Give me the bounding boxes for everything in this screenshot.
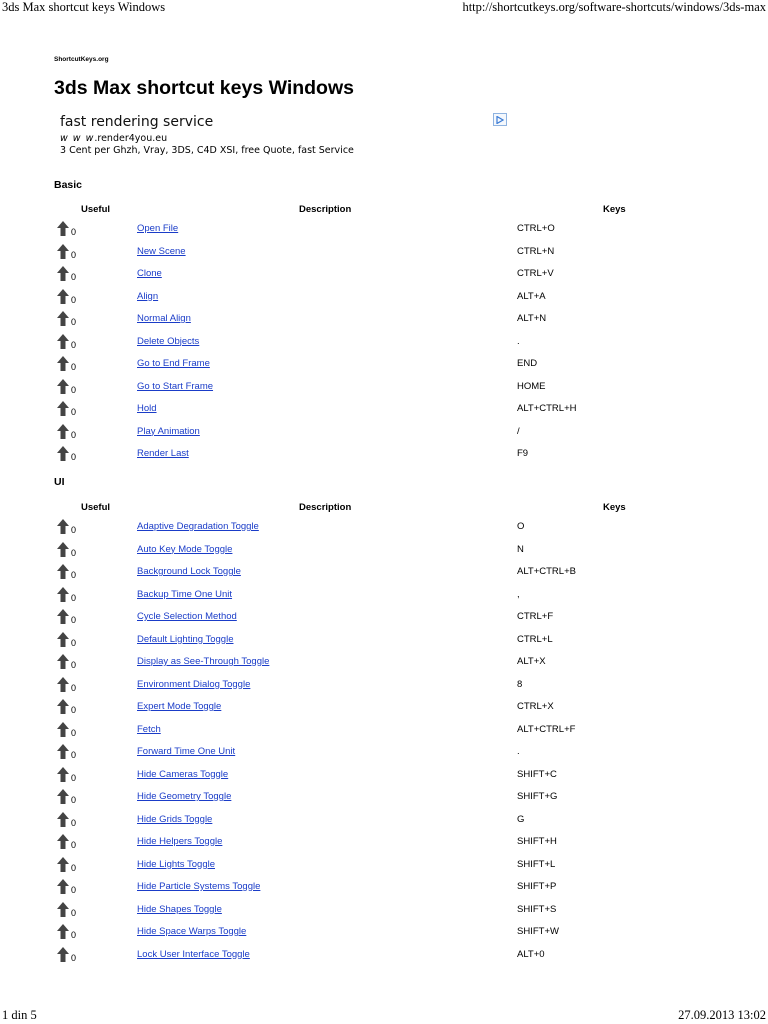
shortcut-keys: CTRL+V xyxy=(517,268,554,279)
table-row xyxy=(0,834,768,856)
page-number: 1 din 5 xyxy=(2,1008,37,1022)
col-header-description: Description xyxy=(299,502,352,513)
useful-count: 0 xyxy=(71,525,77,535)
shortcut-keys: G xyxy=(517,813,525,825)
shortcut-description-link[interactable]: Hide Helpers Toggle xyxy=(137,836,223,847)
useful-count: 0 xyxy=(71,885,77,895)
upvote-arrow-icon[interactable] xyxy=(57,902,69,917)
table-row xyxy=(0,879,768,901)
shortcut-description-link[interactable]: Hold xyxy=(137,403,157,414)
upvote-arrow-icon[interactable] xyxy=(57,564,69,579)
upvote-arrow-icon[interactable] xyxy=(57,519,69,534)
shortcut-keys: SHIFT+P xyxy=(517,881,557,892)
table-row xyxy=(0,699,768,721)
shortcut-keys: ALT+CTRL+B xyxy=(517,566,576,577)
useful-count: 0 xyxy=(71,592,77,603)
useful-count: 0 xyxy=(71,930,77,940)
upvote-arrow-icon[interactable] xyxy=(57,699,69,714)
shortcut-keys: CTRL+F xyxy=(517,611,554,622)
shortcut-description-link[interactable]: Backup Time One Unit xyxy=(137,588,233,600)
adchoices-icon[interactable] xyxy=(493,113,507,126)
shortcut-description-link[interactable]: Go to End Frame xyxy=(137,358,210,369)
upvote-arrow-icon[interactable] xyxy=(57,587,69,602)
useful-count: 0 xyxy=(71,294,77,305)
table-row xyxy=(0,924,768,946)
shortcut-keys: ALT+CTRL+H xyxy=(517,403,577,414)
shortcut-description-link[interactable]: Fetch xyxy=(137,723,161,735)
shortcut-description-link[interactable]: Display as See-Through Toggle xyxy=(137,656,270,667)
print-header-url: http://shortcutkeys.org/software-shortcuts/windows/3ds-max xyxy=(462,0,766,14)
site-brand[interactable]: ShortcutKeys.org xyxy=(54,56,109,63)
table-row xyxy=(0,564,768,586)
ad-description: 3 Cent per Ghzh, Vray, 3DS, C4D XSI, free Quote, fast Service xyxy=(60,145,354,156)
table-row xyxy=(0,356,768,378)
shortcut-description-link[interactable]: Default Lighting Toggle xyxy=(137,633,234,645)
col-header-useful: Useful xyxy=(81,502,111,513)
upvote-arrow-icon[interactable] xyxy=(57,677,69,692)
shortcut-keys: ALT+N xyxy=(517,313,547,324)
shortcut-keys: ALT+0 xyxy=(517,948,545,960)
table-row xyxy=(0,446,768,468)
upvote-arrow-icon[interactable] xyxy=(57,424,69,439)
shortcut-keys: . xyxy=(517,746,520,757)
table-row xyxy=(0,587,768,609)
shortcut-description-link[interactable]: Hide Cameras Toggle xyxy=(137,768,229,780)
table-row xyxy=(0,334,768,356)
upvote-arrow-icon[interactable] xyxy=(57,542,69,557)
ad-banner[interactable] xyxy=(60,114,510,160)
useful-count: 0 xyxy=(71,339,77,350)
shortcut-keys: SHIFT+C xyxy=(517,768,557,780)
ad-url-domain: .render4you.eu xyxy=(94,133,168,144)
shortcut-keys: SHIFT+H xyxy=(517,836,557,847)
shortcut-keys: HOME xyxy=(517,380,546,392)
upvote-arrow-icon[interactable] xyxy=(57,311,69,326)
shortcut-keys: END xyxy=(517,358,538,369)
useful-count: 0 xyxy=(71,227,77,237)
useful-count: 0 xyxy=(71,750,77,760)
shortcut-description-link[interactable]: Delete Objects xyxy=(137,335,200,347)
upvote-arrow-icon[interactable] xyxy=(57,654,69,669)
useful-count: 0 xyxy=(71,249,77,260)
col-header-keys: Keys xyxy=(603,204,626,215)
shortcut-keys: SHIFT+G xyxy=(517,791,558,802)
table-row xyxy=(0,767,768,789)
useful-count: 0 xyxy=(71,362,77,372)
table-row xyxy=(0,902,768,924)
useful-count: 0 xyxy=(71,682,77,693)
useful-count: 0 xyxy=(71,317,77,327)
shortcut-keys: SHIFT+W xyxy=(517,926,559,937)
table-row xyxy=(0,632,768,654)
upvote-arrow-icon[interactable] xyxy=(57,789,69,804)
table-row xyxy=(0,609,768,631)
shortcut-keys: CTRL+N xyxy=(517,245,555,257)
shortcut-keys: CTRL+O xyxy=(517,223,555,234)
table-row xyxy=(0,519,768,541)
table-row xyxy=(0,221,768,243)
upvote-arrow-icon[interactable] xyxy=(57,767,69,782)
page-title: 3ds Max shortcut keys Windows xyxy=(54,77,354,99)
shortcut-description-link[interactable]: Align xyxy=(137,290,159,302)
useful-count: 0 xyxy=(71,772,77,783)
upvote-arrow-icon[interactable] xyxy=(57,924,69,939)
shortcut-description-link[interactable]: Hide Particle Systems Toggle xyxy=(137,881,261,892)
col-header-keys: Keys xyxy=(603,502,626,513)
shortcut-keys: F9 xyxy=(517,448,529,459)
table-row xyxy=(0,379,768,401)
useful-count: 0 xyxy=(71,570,77,580)
useful-count: 0 xyxy=(71,795,77,805)
shortcut-description-link[interactable]: Open File xyxy=(137,223,179,234)
shortcut-keys: SHIFT+S xyxy=(517,903,557,915)
upvote-arrow-icon[interactable] xyxy=(57,857,69,872)
upvote-arrow-icon[interactable] xyxy=(57,266,69,281)
shortcut-description-link[interactable]: Background Lock Toggle xyxy=(137,566,241,577)
table-row xyxy=(0,401,768,423)
useful-count: 0 xyxy=(71,660,77,670)
table-row xyxy=(0,744,768,766)
print-header-title: 3ds Max shortcut keys Windows xyxy=(2,0,166,14)
useful-count: 0 xyxy=(71,407,77,417)
upvote-arrow-icon[interactable] xyxy=(57,632,69,647)
shortcut-keys: N xyxy=(517,543,524,555)
table-row xyxy=(0,857,768,879)
shortcut-keys: . xyxy=(517,335,520,347)
shortcut-keys: / xyxy=(517,425,520,437)
ad-url-prefix: w w w xyxy=(60,133,95,144)
print-header xyxy=(0,0,768,16)
useful-count: 0 xyxy=(71,272,77,282)
table-row xyxy=(0,654,768,676)
table-row xyxy=(0,311,768,333)
shortcut-keys: , xyxy=(517,588,520,600)
table-row xyxy=(0,812,768,834)
shortcut-keys: ALT+X xyxy=(517,656,546,667)
shortcut-keys: SHIFT+L xyxy=(517,858,556,870)
useful-count: 0 xyxy=(71,907,77,918)
shortcut-keys: CTRL+X xyxy=(517,701,554,712)
useful-count: 0 xyxy=(71,727,77,738)
upvote-arrow-icon[interactable] xyxy=(57,221,69,236)
upvote-arrow-icon[interactable] xyxy=(57,446,69,461)
shortcut-description-link[interactable]: Adaptive Degradation Toggle xyxy=(137,521,259,532)
upvote-arrow-icon[interactable] xyxy=(57,812,69,827)
shortcut-description-link[interactable]: Play Animation xyxy=(137,425,200,437)
print-timestamp: 27.09.2013 13:02 xyxy=(678,1008,766,1022)
shortcut-description-link[interactable]: Forward Time One Unit xyxy=(137,746,236,757)
useful-count: 0 xyxy=(71,452,77,462)
useful-count: 0 xyxy=(71,615,77,625)
shortcut-description-link[interactable]: New Scene xyxy=(137,245,186,257)
upvote-arrow-icon[interactable] xyxy=(57,356,69,371)
upvote-arrow-icon[interactable] xyxy=(57,289,69,304)
shortcut-description-link[interactable]: Hide Lights Toggle xyxy=(137,858,215,870)
upvote-arrow-icon[interactable] xyxy=(57,947,69,962)
shortcut-description-link[interactable]: Clone xyxy=(137,268,162,279)
useful-count: 0 xyxy=(71,817,77,828)
upvote-arrow-icon[interactable] xyxy=(57,244,69,259)
useful-count: 0 xyxy=(71,637,77,648)
upvote-arrow-icon[interactable] xyxy=(57,401,69,416)
section-title-ui: UI xyxy=(54,476,65,488)
useful-count: 0 xyxy=(71,840,77,850)
shortcut-description-link[interactable]: Render Last xyxy=(137,448,189,459)
upvote-arrow-icon[interactable] xyxy=(57,334,69,349)
table-row xyxy=(0,947,768,969)
table-row xyxy=(0,542,768,564)
upvote-arrow-icon[interactable] xyxy=(57,609,69,624)
shortcut-keys: ALT+CTRL+F xyxy=(517,723,576,735)
shortcut-description-link[interactable]: Auto Key Mode Toggle xyxy=(137,543,233,555)
print-footer xyxy=(0,1008,768,1024)
shortcut-keys: CTRL+L xyxy=(517,633,553,645)
useful-count: 0 xyxy=(71,705,77,715)
table-row xyxy=(0,722,768,744)
table-row xyxy=(0,244,768,266)
shortcut-keys: 8 xyxy=(517,678,523,690)
table-row xyxy=(0,266,768,288)
col-header-description: Description xyxy=(299,204,352,215)
useful-count: 0 xyxy=(71,862,77,873)
shortcut-description-link[interactable]: Hide Geometry Toggle xyxy=(137,791,232,802)
section-title-basic: Basic xyxy=(54,179,83,191)
upvote-arrow-icon[interactable] xyxy=(57,744,69,759)
shortcut-description-link[interactable]: Normal Align xyxy=(137,313,191,324)
col-header-useful: Useful xyxy=(81,204,111,215)
ad-title[interactable]: fast rendering service xyxy=(60,114,214,130)
shortcut-description-link[interactable]: Hide Shapes Toggle xyxy=(137,903,222,915)
useful-count: 0 xyxy=(71,429,77,440)
table-row xyxy=(0,677,768,699)
table-row xyxy=(0,789,768,811)
upvote-arrow-icon[interactable] xyxy=(57,722,69,737)
shortcut-description-link[interactable]: Expert Mode Toggle xyxy=(137,701,222,712)
useful-count: 0 xyxy=(71,384,77,395)
shortcut-keys: O xyxy=(517,521,525,532)
upvote-arrow-icon[interactable] xyxy=(57,379,69,394)
table-row xyxy=(0,424,768,446)
upvote-arrow-icon[interactable] xyxy=(57,834,69,849)
shortcut-description-link[interactable]: Environment Dialog Toggle xyxy=(137,678,251,690)
shortcut-description-link[interactable]: Cycle Selection Method xyxy=(137,611,237,622)
shortcut-description-link[interactable]: Lock User Interface Toggle xyxy=(137,948,250,960)
shortcut-description-link[interactable]: Hide Space Warps Toggle xyxy=(137,926,247,937)
shortcut-description-link[interactable]: Go to Start Frame xyxy=(137,380,214,392)
shortcut-description-link[interactable]: Hide Grids Toggle xyxy=(137,813,213,825)
ad-url[interactable] xyxy=(60,133,167,144)
table-row xyxy=(0,289,768,311)
upvote-arrow-icon[interactable] xyxy=(57,879,69,894)
useful-count: 0 xyxy=(71,952,77,963)
useful-count: 0 xyxy=(71,547,77,558)
shortcut-keys: ALT+A xyxy=(517,290,546,302)
